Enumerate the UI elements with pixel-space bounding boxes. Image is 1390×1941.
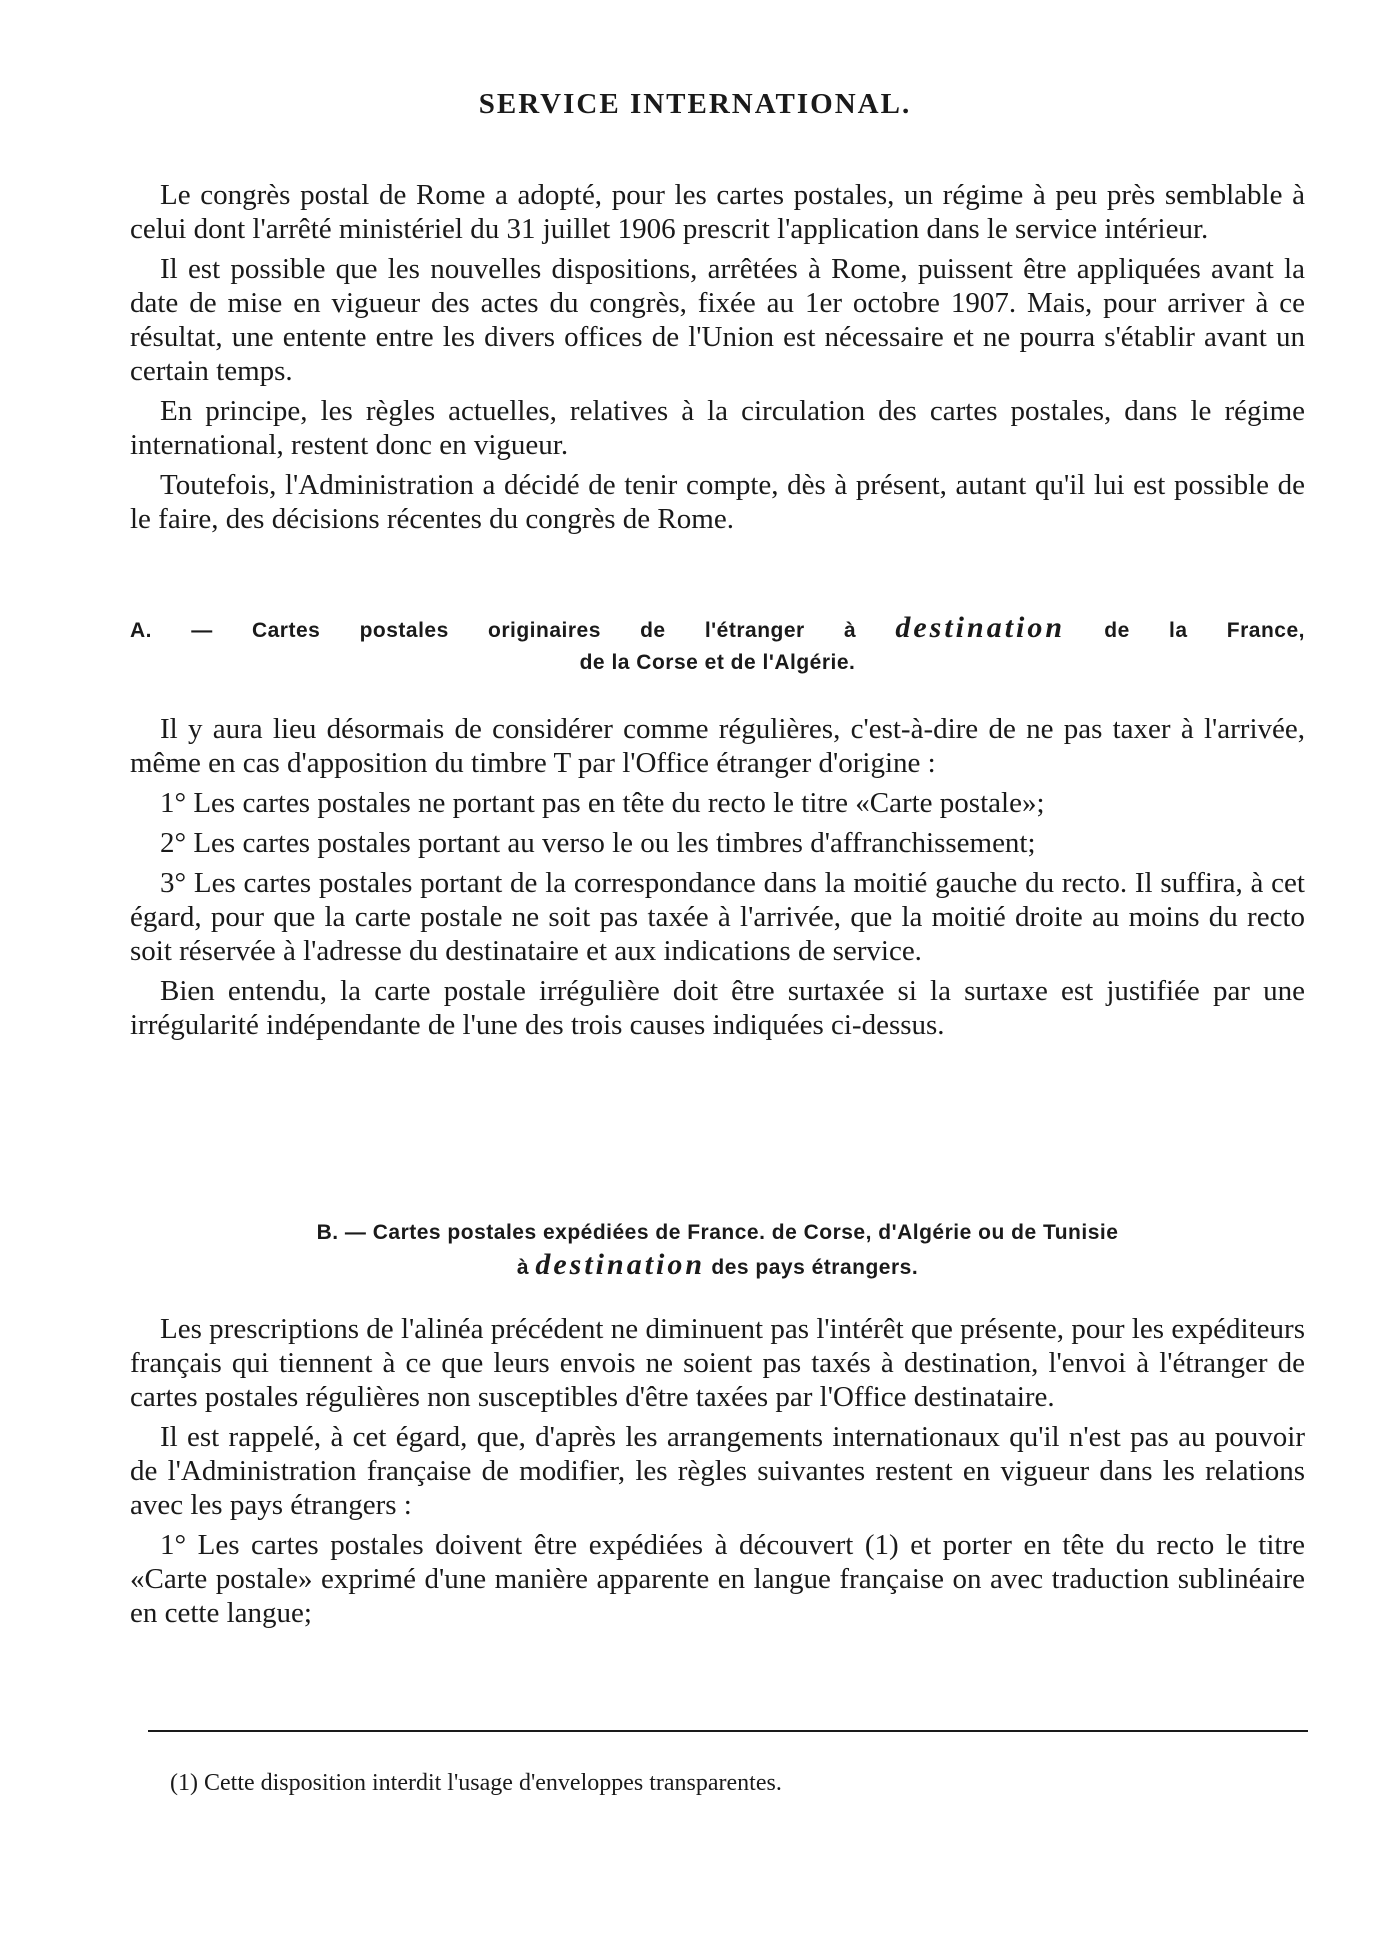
section-b-paragraph: Les prescriptions de l'alinéa précédent ne diminuent pas l'intérêt que présente, pour les expéditeurs français qui tiennent à ce que leurs envois ne soient pas taxés à destination, l'envoi à l'étranger de cartes postales régulières non susceptibles d'être taxées par l'Office destinataire. — [130, 1313, 1305, 1413]
section-a-heading-text: A. — Cartes postales originaires de l'étranger à — [130, 619, 857, 642]
section-b-list-item: 1° Les cartes postales doivent être expédiées à découvert (1) et porter en tête du recto le titre «Carte postale» exprimé d'une manière apparente en langue française on avec traduction sublinéaire en cette langue; — [130, 1529, 1305, 1629]
intro-paragraph: Il est possible que les nouvelles dispositions, arrêtées à Rome, puissent être appliquées avant la date de mise en vigueur des actes du congrès, fixée au 1er octobre 1907. Mais, pour arriver à ce résultat, une entente entre les divers offices de l'Union est nécessaire et ne pourra s'établir avant un certain temps. — [130, 253, 1305, 387]
section-a-paragraph: Il y aura lieu désormais de considérer comme régulières, c'est-à-dire de ne pas taxer à l'arrivée, même en cas d'apposition du timbre T par l'Office étranger d'origine : — [130, 713, 1305, 779]
intro-paragraph: En principe, les règles actuelles, relatives à la circulation des cartes postales, dans le régime international, restent donc en vigueur. — [130, 395, 1305, 461]
footnote-divider — [148, 1730, 1308, 1732]
section-a-heading — [130, 612, 1305, 679]
section-b-heading-text-end: des pays étrangers. — [711, 1256, 919, 1279]
section-a-list-item: 2° Les cartes postales portant au verso le ou les timbres d'affranchissement; — [160, 827, 1036, 859]
intro-section — [130, 178, 1305, 542]
intro-paragraph: Toutefois, l'Administration a décidé de tenir compte, dès à présent, autant qu'il lui est possible de le faire, des décisions récentes du congrès de Rome. — [130, 469, 1305, 535]
section-a-heading-text-end: de la France, — [1104, 619, 1305, 642]
section-a-heading-line1 — [130, 612, 1305, 647]
section-b-paragraph: Il est rappelé, à cet égard, que, d'après les arrangements internationaux qu'il n'est pas au pouvoir de l'Administration française de modifier, les règles suivantes restent en vigueur dans les relations avec les pays étrangers : — [130, 1421, 1305, 1521]
intro-paragraph: Le congrès postal de Rome a adopté, pour les cartes postales, un régime à peu près semblable à celui dont l'arrêté ministériel du 31 juillet 1906 prescrit l'application dans le service intérieur. — [130, 179, 1305, 245]
section-a-heading-emphasis: destination — [895, 611, 1066, 644]
section-b-heading-line1: B. — Cartes postales expédiées de France. de Corse, d'Algérie ou de Tunisie — [316, 1221, 1119, 1244]
section-b-heading-line2 — [130, 1249, 1305, 1284]
page-title: SERVICE INTERNATIONAL. — [478, 88, 912, 120]
section-a-heading-line2: de la Corse et de l'Algérie. — [579, 651, 856, 674]
section-b-heading-emphasis: destination — [535, 1248, 706, 1281]
section-b-heading — [130, 1217, 1305, 1284]
section-a-body — [130, 712, 1305, 1048]
section-a-list-item: 1° Les cartes postales ne portant pas en tête du recto le titre «Carte postale»; — [160, 787, 1045, 819]
footnote: (1) Cette disposition interdit l'usage d'enveloppes transparentes. — [170, 1770, 782, 1796]
section-b-body — [130, 1312, 1305, 1636]
section-a-list-item: 3° Les cartes postales portant de la correspondance dans la moitié gauche du recto. Il suffira, à cet égard, pour que la carte postale ne soit pas taxée à l'arrivée, que la moitié droite au moins du recto soit réservée à l'adresse du destinataire et aux indications de service. — [130, 867, 1305, 967]
section-b-heading-text: à — [516, 1256, 530, 1279]
section-a-paragraph: Bien entendu, la carte postale irrégulière doit être surtaxée si la surtaxe est justifiée par une irrégularité indépendante de l'une des trois causes indiquées ci-dessus. — [130, 975, 1305, 1041]
